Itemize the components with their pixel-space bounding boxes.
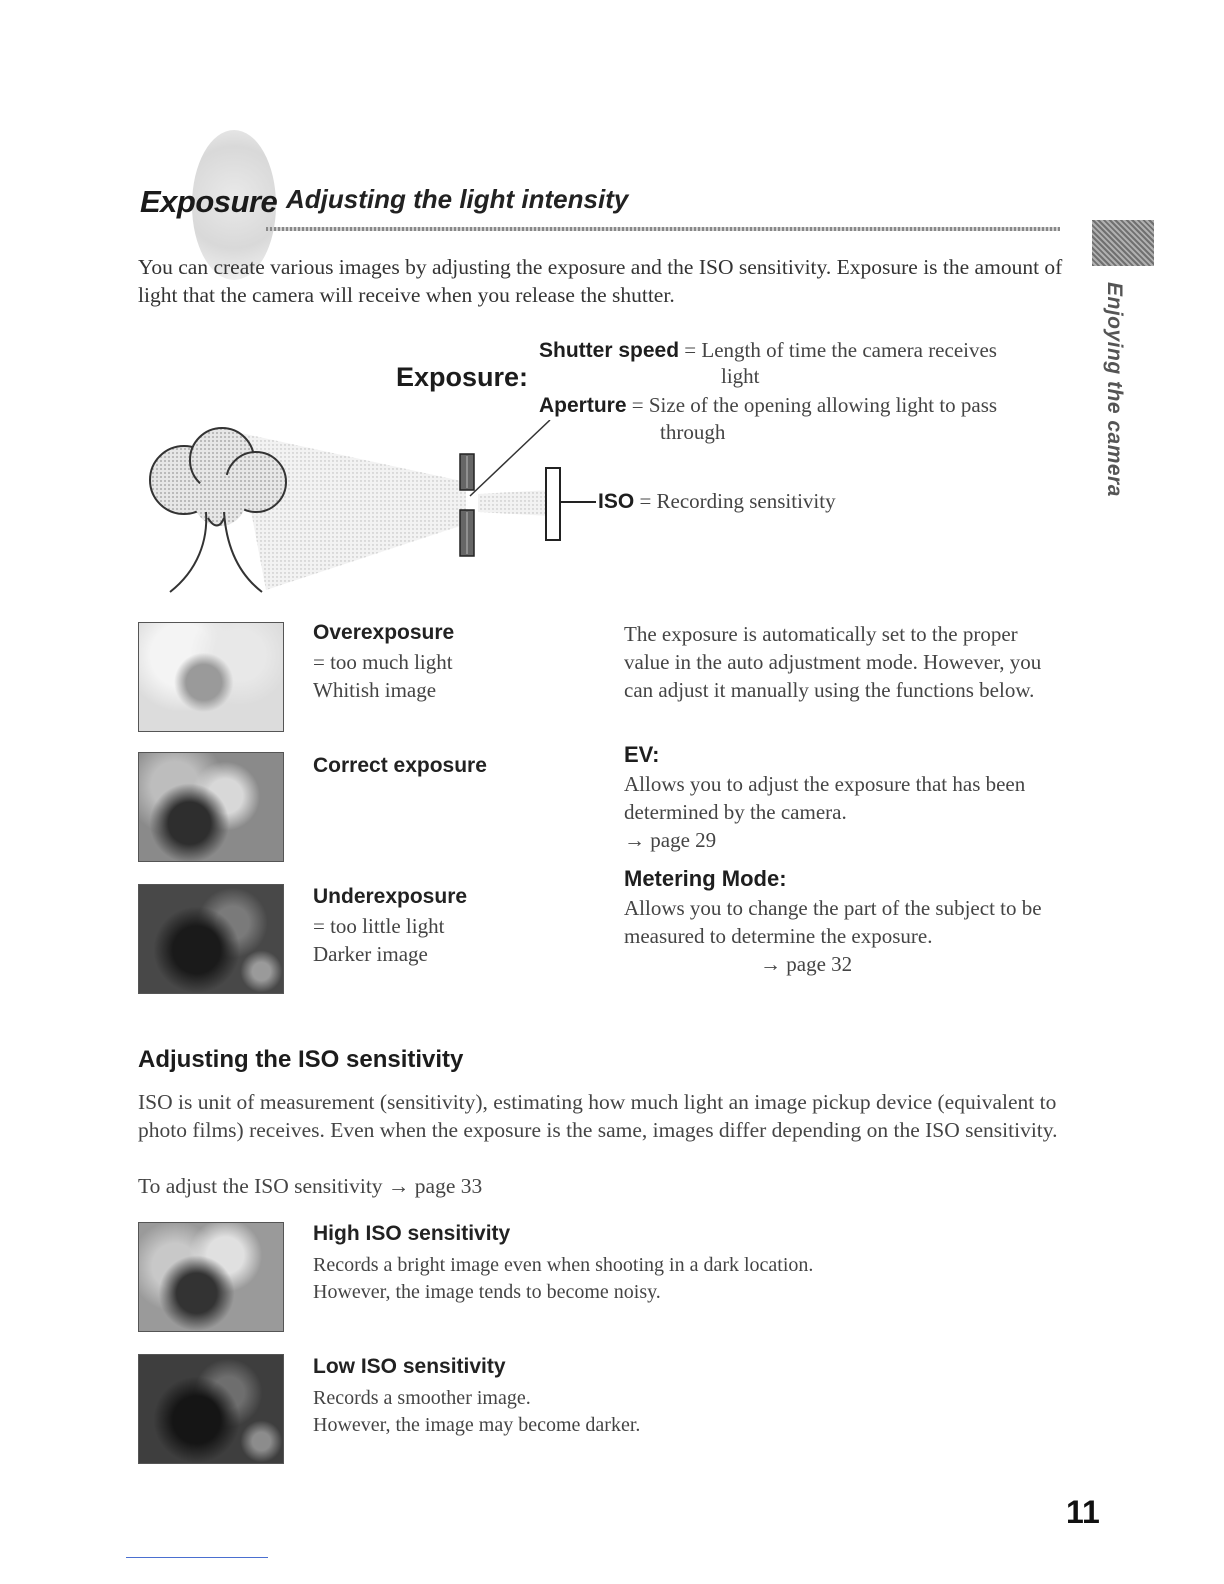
iso-section-ref: To adjust the ISO sensitivity → page 33 xyxy=(138,1174,483,1198)
intro-paragraph: You can create various images by adjusting the exposure and the ISO sensitivity. Exposure is the amount of light that the camera will receive when you release the shutter. xyxy=(138,255,1063,307)
ev-title: EV: xyxy=(624,742,660,767)
exposure-diagram-illustration xyxy=(136,420,596,600)
side-tab-marker xyxy=(1092,220,1154,266)
header-rule xyxy=(266,227,1060,231)
metering-mode-title: Metering Mode: xyxy=(624,866,787,891)
low-iso-photo xyxy=(138,1354,284,1464)
overexposure-title: Overexposure xyxy=(313,621,455,644)
underexposure-photo xyxy=(138,884,284,994)
high-iso-line1: Records a bright image even when shooting in a dark location. xyxy=(313,1254,814,1276)
shutter-speed-def-cont: light xyxy=(721,364,760,388)
high-iso-line2: However, the image tends to become noisy. xyxy=(313,1281,661,1303)
light-beam-inner xyxy=(478,490,550,516)
overexposure-photo xyxy=(138,622,284,732)
footer-rule xyxy=(126,1557,268,1558)
underexposure-line1: = too little light xyxy=(313,914,445,938)
metering-page-ref: → page 32 xyxy=(760,952,853,976)
ev-body: Allows you to adjust the exposure that has been determined by the camera. xyxy=(624,772,1026,824)
correct-exposure-photo xyxy=(138,752,284,862)
high-iso-title: High ISO sensitivity xyxy=(313,1222,511,1245)
aperture-pointer-line xyxy=(470,420,550,496)
underexposure-line2: Darker image xyxy=(313,942,428,966)
iso-term: ISO xyxy=(598,490,635,513)
underexposure-title: Underexposure xyxy=(313,885,468,908)
side-tab-label: Enjoying the camera xyxy=(1103,282,1126,497)
auto-exposure-paragraph: The exposure is automatically set to the proper value in the auto adjustment mode. However, you can adjust it manually using the functions below. xyxy=(624,622,1042,702)
aperture-def: = Size of the opening allowing light to pass xyxy=(631,393,998,417)
shutter-speed-term: Shutter speed xyxy=(539,339,680,362)
aperture-term: Aperture xyxy=(539,394,627,417)
low-iso-line1: Records a smoother image. xyxy=(313,1387,531,1409)
low-iso-line2: However, the image may become darker. xyxy=(313,1414,641,1436)
metering-mode-body: Allows you to change the part of the subject to be measured to determine the exposure. xyxy=(624,896,1042,948)
overexposure-line1: = too much light xyxy=(313,650,453,674)
page-title: Adjusting the light intensity xyxy=(286,184,629,214)
shutter-speed-line xyxy=(539,336,997,365)
shutter-speed-def: = Length of time the camera receives xyxy=(684,338,997,362)
exposure-label: Exposure: xyxy=(396,362,529,392)
aperture-def-cont: through xyxy=(660,420,726,444)
sensor-icon xyxy=(546,468,596,540)
aperture-line xyxy=(539,391,997,420)
correct-exposure-title: Correct exposure xyxy=(313,754,487,777)
iso-def: = Recording sensitivity xyxy=(639,489,836,513)
section-word: Exposure xyxy=(140,184,278,219)
high-iso-photo xyxy=(138,1222,284,1332)
low-iso-title: Low ISO sensitivity xyxy=(313,1355,506,1378)
ev-page-ref: → page 29 xyxy=(624,828,717,852)
page-number: 11 xyxy=(1066,1494,1100,1530)
overexposure-line2: Whitish image xyxy=(313,678,437,702)
iso-section-title: Adjusting the ISO sensitivity xyxy=(138,1046,464,1073)
iso-section-body: ISO is unit of measurement (sensitivity), estimating how much light an image pickup device (equivalent to photo films) receives. Even when the exposure is the same, images differ depending on the ISO sensitivity. xyxy=(138,1090,1058,1142)
iso-line xyxy=(598,487,836,516)
